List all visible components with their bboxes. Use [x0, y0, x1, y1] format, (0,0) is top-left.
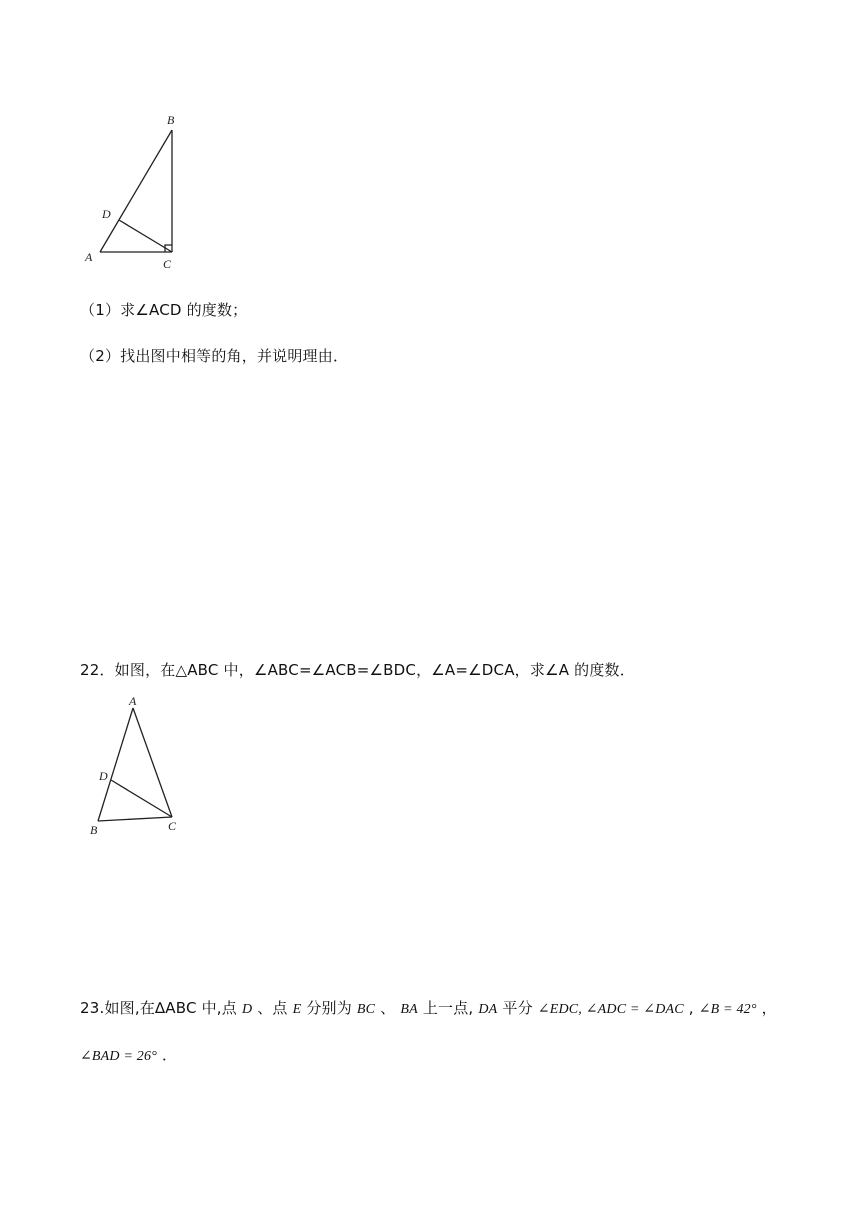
q22-text: 22．如图，在△ABC 中，∠ABC=∠ACB=∠BDC，∠A=∠DCA，求∠A 的度数． — [80, 661, 635, 679]
label-a: A — [129, 694, 137, 708]
q23-line1 — [80, 997, 777, 1018]
q23-line2-tail: ． — [161, 1046, 178, 1064]
q23-m3: BC — [356, 1002, 376, 1017]
q23-t2: 、点 — [257, 999, 288, 1017]
q23-m6: ∠EDC, ∠ADC = ∠DAC — [537, 1002, 684, 1017]
q23-t7: , — [688, 999, 694, 1017]
q23-t3: 分别为 — [306, 999, 352, 1017]
q23-line2 — [80, 1044, 177, 1065]
label-c: C — [168, 819, 177, 833]
q23-line2-math: ∠BAD = 26° — [80, 1049, 157, 1064]
q23-m1: D — [241, 1002, 253, 1017]
figure-right-triangle — [78, 108, 198, 278]
segment-dc — [111, 780, 172, 817]
label-c: C — [163, 257, 172, 271]
label-d: D — [102, 207, 111, 221]
q23-t4: 、 — [380, 999, 396, 1017]
q21-part2: （2）找出图中相等的角，并说明理由． — [80, 347, 349, 365]
q23-t5: 上一点, — [422, 999, 474, 1017]
q23-m4: BA — [400, 1002, 418, 1017]
segment-ab — [100, 130, 172, 252]
q23-m5: DA — [478, 1002, 498, 1017]
q23-t8: ， — [761, 999, 777, 1017]
figure-isosceles-triangle — [80, 694, 200, 844]
q23-t1: 23.如图,在∆ABC 中,点 — [80, 999, 237, 1017]
label-b: B — [90, 823, 98, 837]
q23-t6: 平分 — [502, 999, 533, 1017]
segment-bc — [98, 817, 172, 821]
q23-m7: ∠B = 42° — [698, 1002, 757, 1017]
segment-ac — [133, 708, 172, 817]
q21-part1: （1）求∠ACD 的度数； — [80, 301, 248, 319]
segment-dc — [119, 220, 172, 252]
label-b: B — [167, 113, 175, 127]
segment-ab — [98, 708, 133, 821]
label-a: A — [85, 250, 93, 264]
label-d: D — [99, 769, 108, 783]
q23-m2: E — [292, 1002, 302, 1017]
